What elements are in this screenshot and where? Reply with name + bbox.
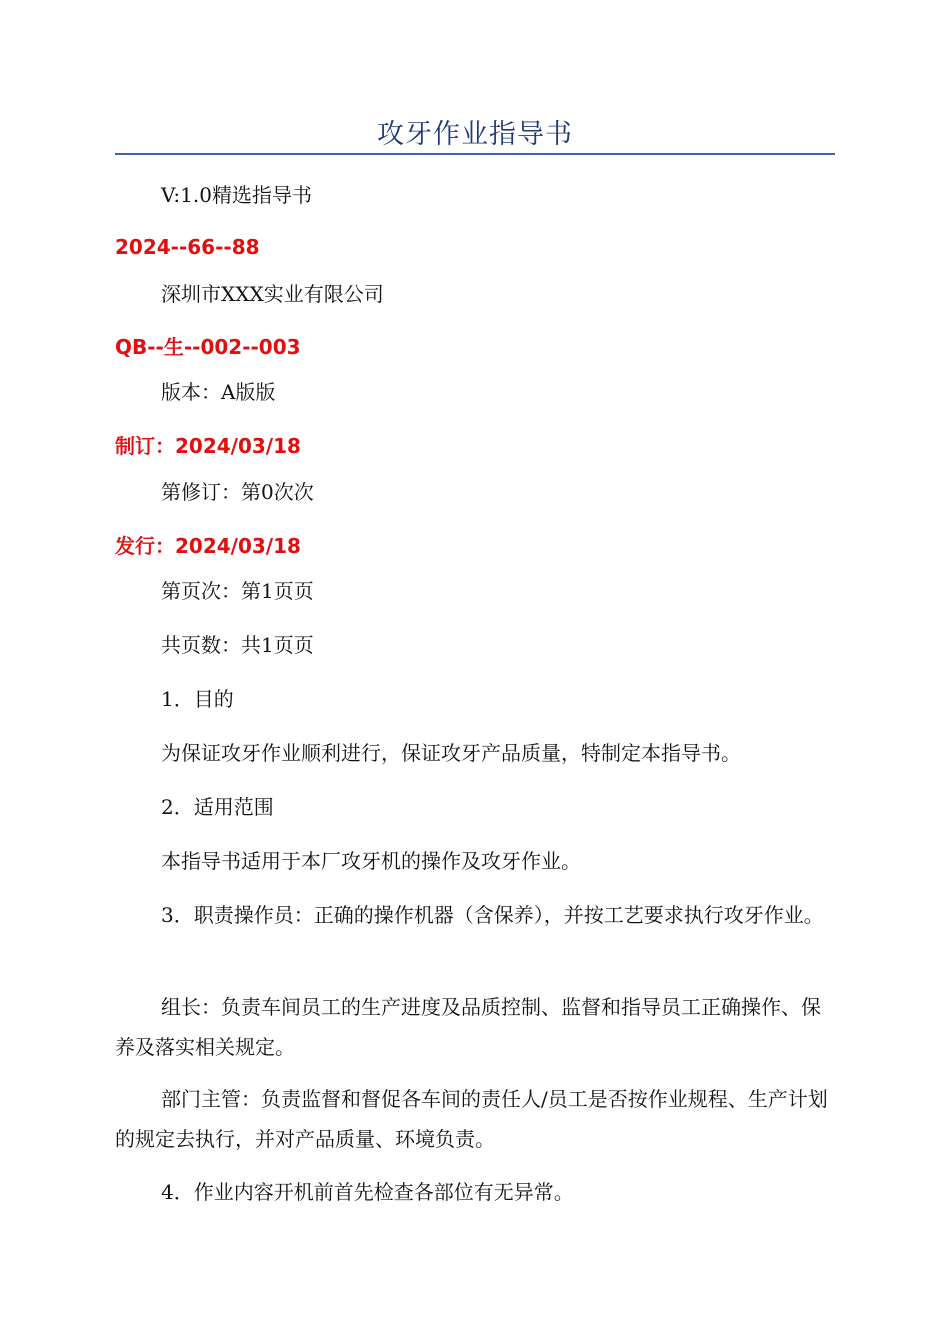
date-line: 2024--66--88 <box>115 235 260 259</box>
section-2-body: 本指导书适用于本厂攻牙机的操作及攻牙作业。 <box>161 849 581 873</box>
revision-line: 第修订：第0次次 <box>161 480 314 504</box>
title-underline <box>115 153 835 155</box>
section-3-leader: 组长：负责车间员工的生产进度及品质控制、监督和指导员工正确操作、保养及落实相关规定。 <box>115 995 821 1059</box>
section-3-operator: 3．职责操作员：正确的操作机器（含保养），并按工艺要求执行攻牙作业。 <box>161 903 824 927</box>
section-2-heading: 2．适用范围 <box>161 795 274 819</box>
version-line: V:1.0精选指导书 <box>161 183 312 207</box>
section-1-body: 为保证攻牙作业顺利进行，保证攻牙产品质量，特制定本指导书。 <box>161 741 741 765</box>
created-line: 制订：2024/03/18 <box>115 434 301 458</box>
doc-code-line: QB--生--002--003 <box>115 335 301 359</box>
section-1-heading: 1．目的 <box>161 687 234 711</box>
document-title: 攻牙作业指导书 <box>377 119 573 150</box>
company-line: 深圳市XXX实业有限公司 <box>161 282 384 306</box>
edition-line: 版本：A版版 <box>161 380 276 404</box>
section-4: 4．作业内容开机前首先检查各部位有无异常。 <box>161 1180 574 1204</box>
page-total-line: 共页数：共1页页 <box>161 633 314 657</box>
page-number-line: 第页次：第1页页 <box>161 579 314 603</box>
section-3-manager: 部门主管：负责监督和督促各车间的责任人/员工是否按作业规程、生产计划的规定去执行，并对产品质量、环境负责。 <box>115 1087 828 1151</box>
issued-line: 发行：2024/03/18 <box>115 534 301 558</box>
